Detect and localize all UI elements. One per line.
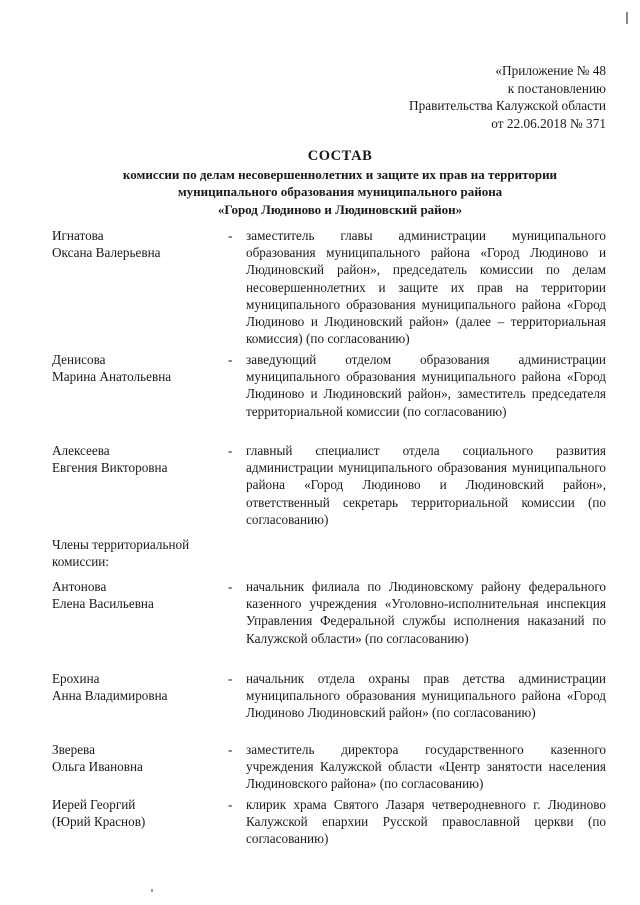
given-names: Оксана Валерьевна: [52, 245, 161, 261]
dash: -: [228, 579, 233, 594]
position-description: заместитель главы администрации муниципального образования муниципального района «Город Людиново и Людиновский район», председатель комиссии по делам несовершеннолетних и защите их прав на территории муниципального образования муниципального района «Город Людиново и Людиновский район» (далее – территориальная комиссия) (по согласованию): [246, 228, 606, 347]
given-names: Анна Владимировна: [52, 688, 168, 704]
bottom-scan-mark: [151, 889, 153, 892]
surname: Антонова: [52, 579, 107, 594]
given-names: Ольга Ивановна: [52, 759, 143, 775]
position-description: заведующий отделом образования администрации муниципального образования муниципального района «Город Людиново и Людиновский район», заместитель председателя территориальной комиссии (по согласованию): [246, 352, 606, 419]
position-description: клирик храма Святого Лазаря четверодневного г. Людиново Калужской епархии Русской православной церкви (по согласованию): [246, 797, 606, 847]
given-names: (Юрий Краснов): [52, 814, 146, 830]
given-names: Марина Анатольевна: [52, 369, 172, 385]
members-heading-line-2: комиссии:: [52, 554, 109, 570]
given-names: Елена Васильевна: [52, 596, 154, 612]
dash: -: [228, 228, 233, 243]
appendix-line-1: «Приложение № 48: [495, 63, 606, 78]
person-name: [52, 351, 222, 385]
person-name: [52, 670, 222, 704]
title-line-3: «Город Людиново и Людиновский район»: [217, 201, 463, 217]
members-heading-line-1: Члены территориальной: [52, 537, 190, 552]
title-line-1: комиссии по делам несовершеннолетних и защите их прав на территории: [122, 167, 558, 182]
position-description: заместитель директора государственного казенного учреждения Калужской области «Центр занятости населения Людиновского района» (по согласованию): [246, 742, 606, 792]
dash: -: [228, 352, 233, 367]
person-name: [52, 578, 222, 612]
surname: Иерей Георгий: [52, 797, 136, 812]
surname: Ерохина: [52, 671, 100, 686]
dash: -: [228, 443, 233, 458]
appendix-header: [409, 62, 606, 132]
title-main: СОСТАВ: [307, 148, 373, 164]
title-line-2: муниципального образования муниципального района: [177, 184, 503, 200]
position-description: начальник отдела охраны прав детства администрации муниципального образования муниципального района «Город Людиново Людиновский район» (по согласованию): [246, 671, 606, 721]
dash: -: [228, 671, 233, 686]
dash: -: [228, 742, 233, 757]
person-name: [52, 442, 222, 476]
members-heading: [52, 536, 222, 570]
given-names: Евгения Викторовна: [52, 460, 168, 476]
dash: -: [228, 797, 233, 812]
surname: Зверева: [52, 742, 95, 757]
appendix-line-4: от 22.06.2018 № 371: [491, 115, 606, 131]
person-name: [52, 796, 222, 830]
surname: Алексеева: [52, 443, 110, 458]
person-name: [52, 741, 222, 775]
position-description: начальник филиала по Людиновскому району федерального казенного учреждения «Уголовно-исполнительная инспекция Управления Федеральной службы исполнения наказаний по Калужской области» (по согласованию): [246, 579, 606, 646]
appendix-line-2: к постановлению: [507, 80, 606, 96]
surname: Игнатова: [52, 228, 104, 243]
document-title: [60, 146, 620, 218]
corner-scan-mark: [626, 12, 628, 24]
surname: Денисова: [52, 352, 106, 367]
appendix-line-3: Правительства Калужской области: [409, 98, 606, 114]
position-description: главный специалист отдела социального развития администрации муниципального образования муниципального района «Город Людиново и Людиновский район», ответственный секретарь территориальной комиссии (по согласованию): [246, 443, 606, 527]
person-name: [52, 227, 222, 261]
